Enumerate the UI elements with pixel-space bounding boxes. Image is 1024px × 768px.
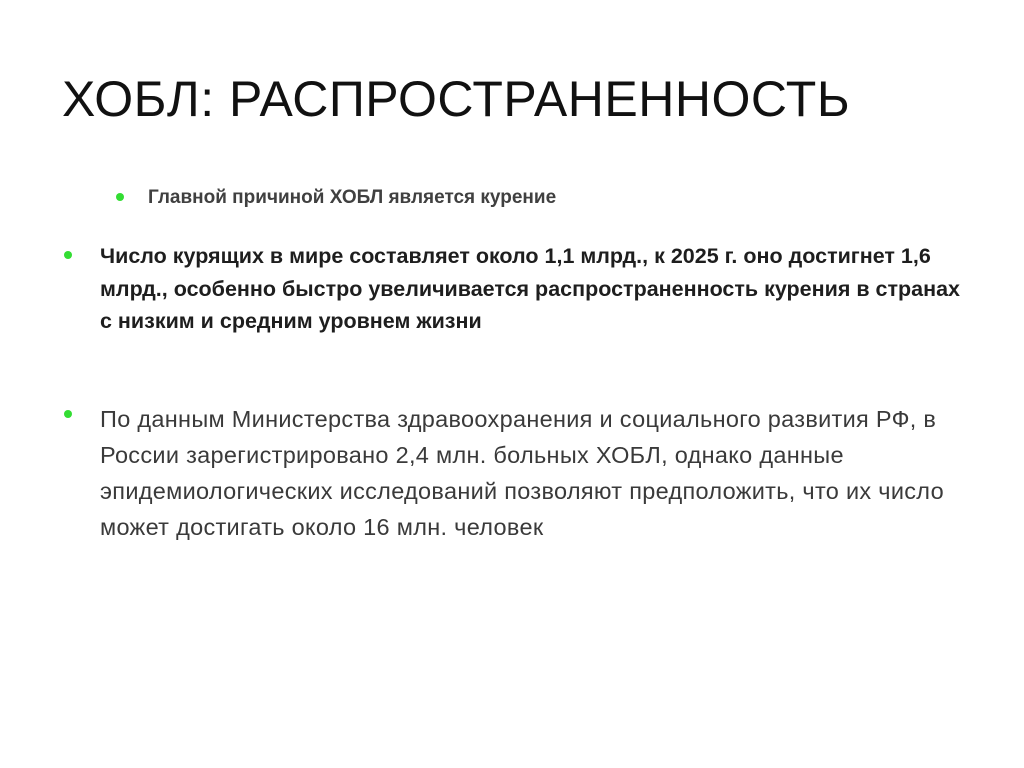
bullet-text: Число курящих в мире составляет около 1,1 млрд., к 2025 г. оно достигнет 1,6 млрд., особенно быстро увеличивается распространенность курения в странах с низким и средним уровнем жизни [100, 244, 961, 333]
bullet-dot-icon [64, 410, 72, 418]
bullet-text: По данным Министерства здравоохранения и социального развития РФ, в России зарегистрировано 2,4 млн. больных ХОБЛ, однако данные эпидемиологических исследований позволяют предположить, что их число может достигать около 16 млн. человек [100, 406, 944, 540]
bullet-dot-icon [64, 251, 72, 259]
bullet-text: Главной причиной ХОБЛ является курение [148, 187, 557, 208]
bullet-dot-icon [116, 193, 124, 201]
slide-title: ХОБЛ: РАСПРОСТРАНЕННОСТЬ [62, 71, 851, 127]
